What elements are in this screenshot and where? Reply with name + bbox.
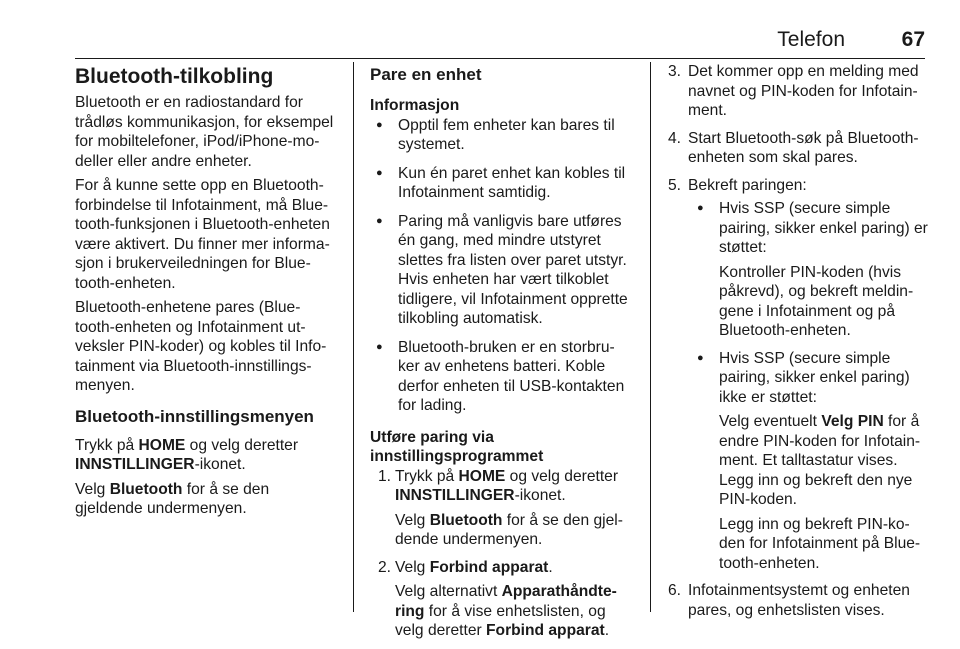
step-number: 5.: [668, 176, 682, 194]
pair-device-heading: Pare en enhet: [370, 65, 482, 84]
step-number: 6.: [668, 582, 682, 599]
procedure-steps: [370, 467, 634, 641]
step-2-continuation: Velg alternativt Apparathåndte‐ ring for å vise enhetslisten, og velg deretter Forbind apparat.: [395, 583, 617, 639]
column-3: [668, 62, 930, 628]
pairing-paragraph: Bluetooth-enhetene pares (Blue‐ tooth-enheten og Infotainment ut‐ veksler PIN-koder) og kobles til Info‐ tainment via Bluetooth-innstillings‐ menyen.: [75, 299, 327, 394]
bluetooth-keyword: Bluetooth: [109, 480, 183, 498]
settings-menu-heading: Bluetooth-innstillingsmenyen: [75, 406, 314, 426]
column-2: [370, 62, 634, 649]
page-header: [75, 28, 925, 54]
ssp-supported-continuation: Kontroller PIN-koden (hvis påkrevd), og bekreft meldin‐ gene i Infotainment og på Bluetooth-enheten.: [719, 263, 914, 339]
ssp-unsupported-continuation-1: Velg eventuelt Velg PIN for å endre PIN-koden for Infotain‐ ment. Et talltastatur vises. Legg inn og bekreft den nye PIN-koden.: [719, 413, 921, 508]
bluetooth-connection-heading: Bluetooth-tilkobling: [75, 65, 274, 88]
home-keyword: HOME: [138, 436, 186, 454]
list-item: ● Kun én paret enhet kan kobles til Infotainment samtidig.: [370, 164, 634, 203]
bluetooth-instruction: Velg Bluetooth for å se den gjeldende undermenyen.: [75, 480, 270, 517]
step-number: 4.: [668, 129, 682, 147]
step-4: 4. Start Bluetooth-søk på Bluetooth- enheten som skal pares.: [668, 129, 919, 166]
list-item: ● Paring må vanligvis bare utføres én gang, med mindre utstyret slettes fra listen over paret utstyr. Hvis enheten har vært tilkoblet tidligere, vil Infotainment opprette tilkobling automatisk.: [370, 212, 634, 329]
step-1: 1. Trykk på HOME og velg deretter INNSTILLINGER-ikonet. Velg Bluetooth for å se den gjel‐ dende undermenyen.: [370, 467, 634, 550]
ssp-supported-item: ● Hvis SSP (secure simple pairing, sikker enkel paring) er støttet: Kontroller PIN-koden (hvis påkrevd), og bekreft meldin‐ gene i Infotainment og på Bluetooth-enheten.: [688, 199, 930, 341]
step-number: 1.: [378, 467, 392, 485]
column-1: [75, 62, 339, 524]
procedure-heading: Utføre paring via innstillingsprogrammet: [370, 428, 544, 465]
column-divider-1: [353, 62, 354, 612]
ssp-unsupported-continuation-2: Legg inn og bekreft PIN-ko‐ den for Infotainment på Blue‐ tooth-enheten.: [719, 515, 921, 572]
step-3: 3. Det kommer opp en melding med navnet og PIN-koden for Infotain‐ ment.: [668, 63, 919, 119]
list-item: ● Bluetooth-bruken er en storbru‐ ker av enhetens batteri. Koble derfor enheten til USB-kontakten for lading.: [370, 338, 634, 416]
procedure-steps-continued: [668, 62, 930, 620]
confirm-options: [688, 199, 930, 573]
step-number: 2.: [378, 558, 392, 576]
information-heading: Informasjon: [370, 97, 460, 114]
step-1-continuation: Velg Bluetooth for å se den gjel‐ dende undermenyen.: [395, 511, 623, 548]
step-5: 5. Bekreft paringen: ● Hvis SSP (secure simple pairing, sikker enkel paring) er støttet: Kontroller PIN-koden (hvis påkrevd), og bekreft meldin‐ gene i Infotainment og på Bluetooth-enheten. ● Hvis SSP (secure simple pairing, sikker enkel paring) ikke er støttet: Velg eventuelt Velg PIN for å endre PIN-koden for Infotain‐ ment. Et talltastatur vises. Legg inn og bekreft den nye PIN-koden. Legg inn og bekreft PIN-ko‐ den for Infotainment på Blue‐ tooth-enheten.: [668, 176, 930, 574]
home-instruction: Trykk på HOME og velg deretter INNSTILLINGER-ikonet.: [75, 436, 299, 473]
settings-keyword: INNSTILLINGER: [75, 456, 195, 473]
ssp-unsupported-item: ● Hvis SSP (secure simple pairing, sikker enkel paring) ikke er støttet: Velg eventuelt Velg PIN for å endre PIN-koden for Infotain‐ ment. Et talltastatur vises. Legg inn og bekreft den nye PIN-koden. Legg inn og bekreft PIN-ko‐ den for Infotainment på Blue‐ tooth-enheten.: [688, 349, 930, 574]
column-divider-2: [650, 62, 651, 612]
page-number: 67: [901, 28, 925, 51]
step-6: 6. Infotainmentsystemt og enheten pares, og enhetslisten vises.: [668, 582, 910, 619]
setup-paragraph: For å kunne sette opp en Bluetooth- forbindelse til Infotainment, må Blue‐ tooth-funksjonen i Bluetooth-enheten være aktivert. Du finner mer informa‐ sjon i brukerveiledningen for Blue‐ tooth-enheten.: [75, 177, 330, 292]
header-rule: [75, 58, 925, 59]
section-title: Telefon: [777, 28, 845, 51]
step-2: 2. Velg Forbind apparat. Velg alternativt Apparathåndte‐ ring for å vise enhetslisten, og velg deretter Forbind apparat.: [370, 558, 634, 641]
intro-paragraph: Bluetooth er en radiostandard for trådløs kommunikasjon, for eksempel for mobiltelefoner, iPod/iPhone-mo‐ deller eller andre enheter.: [75, 94, 334, 170]
step-number: 3.: [668, 63, 682, 80]
list-item: ● Opptil fem enheter kan bares til systemet.: [370, 116, 634, 155]
information-list: [370, 116, 634, 416]
